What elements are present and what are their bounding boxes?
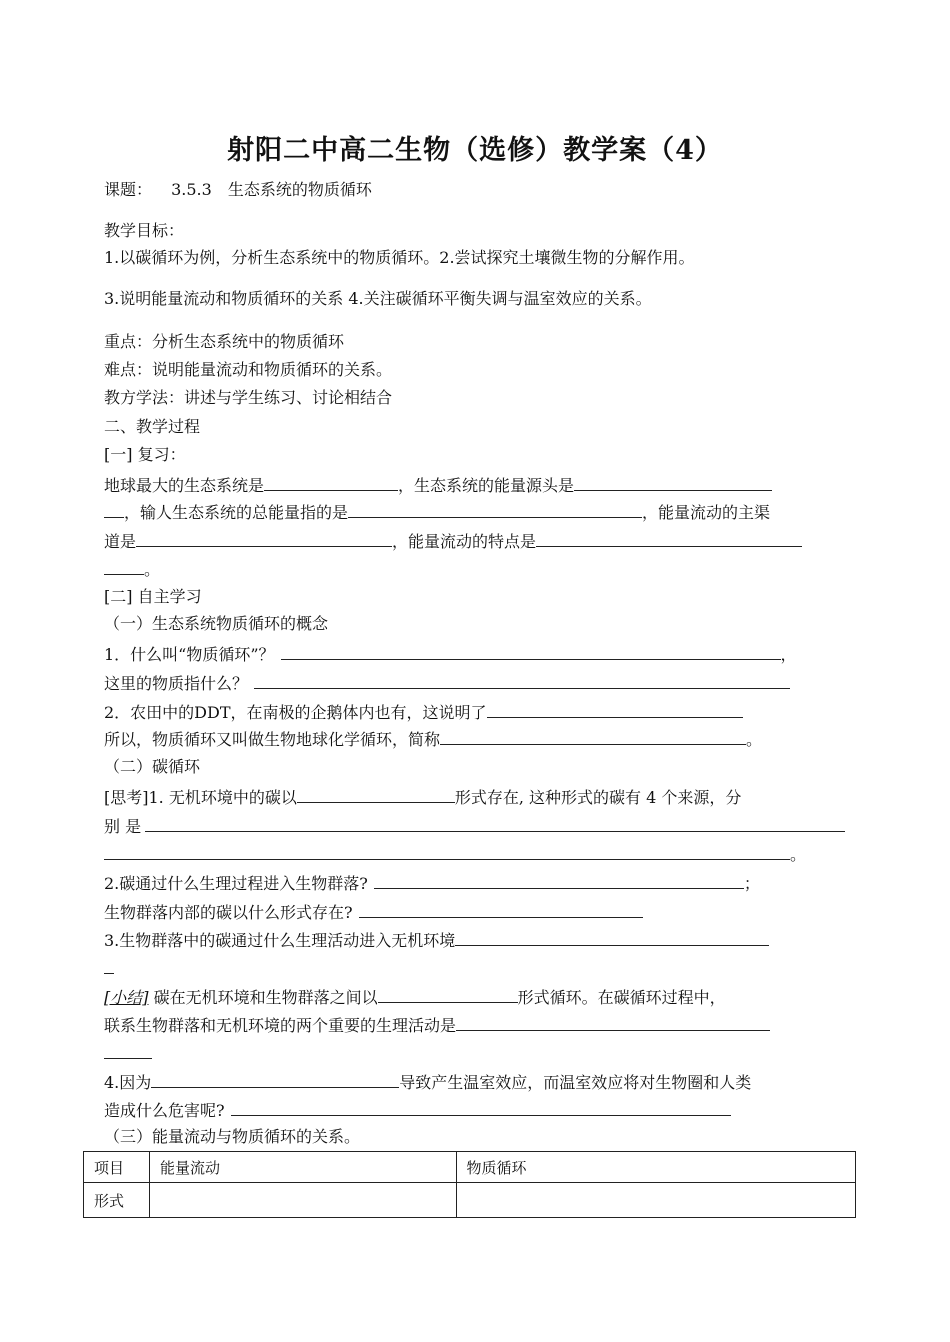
summary-line-1 [104, 985, 726, 1009]
review-text: ，能量流动的主渠 [642, 503, 771, 522]
think-1a [104, 785, 741, 809]
think-3 [104, 928, 769, 952]
answer-blank[interactable] [281, 642, 781, 660]
think-1b [104, 814, 845, 838]
review-text: 道是 [104, 532, 137, 551]
think-1c [104, 842, 806, 866]
summary-line-2 [104, 1013, 770, 1037]
question-text: 。 [746, 730, 763, 749]
review-text: ，输人生态系统的总能量指的是 [124, 503, 349, 522]
review-line-2 [104, 500, 770, 524]
topic-line [104, 179, 372, 201]
question-text: ； [743, 874, 760, 893]
question-text: 造成什么危害呢? [104, 1101, 225, 1120]
answer-blank[interactable] [456, 1013, 770, 1031]
table-header-cell: 物质循环 [456, 1152, 855, 1183]
objective-line-2: 3.说明能量流动和物质循环的关系 4.关注碳循环平衡失调与温室效应的关系。 [104, 289, 652, 308]
question-text: 生物群落内部的碳以什么形式存在? [104, 903, 353, 922]
summary-text: 碳在无机环境和生物群落之间以 [153, 988, 378, 1007]
answer-blank[interactable] [440, 727, 746, 745]
question-text: 这里的物质指什么？ [104, 674, 249, 693]
review-heading: [一] 复习： [104, 445, 186, 464]
comparison-table [83, 1151, 856, 1218]
question-text: 2．农田中的DDT，在南极的企鹅体内也有，这说明了 [104, 703, 487, 722]
review-text: 地球最大的生态系统是 [104, 476, 265, 495]
difficulty: 难点：说明能量流动和物质循环的关系。 [104, 360, 393, 379]
review-text: 。 [144, 560, 161, 579]
answer-blank[interactable] [136, 529, 392, 547]
question-text: ， [780, 645, 797, 664]
subsection-carbon: （二）碳循环 [104, 757, 201, 776]
objectives-heading: 教学目标： [104, 221, 185, 240]
subsection-concept: （一）生态系统物质循环的概念 [104, 614, 329, 633]
table-cell-answer[interactable] [149, 1183, 456, 1218]
table-header-cell: 项目 [84, 1152, 150, 1183]
answer-blank[interactable] [264, 473, 398, 491]
question-text: [思考]1. 无机环境中的碳以 [104, 788, 297, 807]
answer-blank[interactable] [104, 956, 114, 974]
page-title: 射阳二中高二生物（选修）教学案（4） [227, 135, 723, 166]
question-text: 3.生物群落中的碳通过什么生理活动进入无机环境 [104, 931, 456, 950]
summary-text: 联系生物群落和无机环境的两个重要的生理活动是 [104, 1016, 457, 1035]
answer-blank[interactable] [574, 473, 772, 491]
answer-blank[interactable] [487, 700, 743, 718]
question-text: 2.碳通过什么生理过程进入生物群落? [104, 874, 368, 893]
answer-blank[interactable] [231, 1098, 731, 1116]
table-header-row [84, 1152, 856, 1183]
answer-blank[interactable] [536, 529, 802, 547]
review-line-1 [104, 473, 772, 497]
question-2a [104, 700, 743, 724]
topic-value: 3.5.3 生态系统的物质循环 [171, 180, 372, 199]
answer-blank[interactable] [359, 900, 643, 918]
answer-blank[interactable] [348, 500, 642, 518]
answer-blank[interactable] [374, 871, 744, 889]
answer-blank[interactable] [151, 1070, 399, 1088]
summary-line-3 [104, 1041, 152, 1065]
table-cell: 形式 [84, 1183, 150, 1218]
question-2b [104, 727, 762, 751]
question-1b [104, 671, 790, 695]
answer-blank[interactable] [297, 785, 455, 803]
self-study-heading: [二] 自主学习 [104, 587, 202, 606]
question-text: 形式存在, 这种形式的碳有 4 个来源，分 [454, 788, 742, 807]
key-point: 重点：分析生态系统中的物质循环 [104, 332, 345, 351]
answer-blank[interactable] [104, 842, 790, 860]
answer-blank[interactable] [104, 500, 124, 518]
table-row [84, 1183, 856, 1218]
think-2a [104, 871, 760, 895]
question-text: 所以，物质循环又叫做生物地球化学循环，简称 [104, 730, 441, 749]
question-text: 1．什么叫“物质循环”？ [104, 645, 275, 664]
answer-blank[interactable] [104, 557, 144, 575]
question-text: 导致产生温室效应，而温室效应将对生物圈和人类 [399, 1073, 752, 1092]
process-heading: 二、教学过程 [104, 417, 201, 436]
think-2b [104, 900, 643, 924]
question-1a [104, 642, 797, 666]
table-header-cell: 能量流动 [149, 1152, 456, 1183]
review-text: ，能量流动的特点是 [392, 532, 537, 551]
review-line-4 [104, 557, 160, 581]
question-text: 4.因为 [104, 1073, 152, 1092]
question-text: 别 是 [104, 817, 142, 836]
answer-blank[interactable] [104, 1041, 152, 1059]
answer-blank[interactable] [455, 928, 769, 946]
topic-label: 课题： [104, 180, 153, 199]
question-4b [104, 1098, 731, 1122]
question-4a [104, 1070, 751, 1094]
subsection-relation: （三）能量流动与物质循环的关系。 [104, 1127, 361, 1146]
answer-blank[interactable] [254, 671, 790, 689]
review-text: ，生态系统的能量源头是 [398, 476, 575, 495]
objective-line-1: 1.以碳循环为例，分析生态系统中的物质循环。2.尝试探究土壤微生物的分解作用。 [104, 248, 695, 267]
answer-blank[interactable] [145, 814, 845, 832]
review-line-3 [104, 529, 802, 553]
question-text: 。 [790, 845, 807, 864]
answer-blank[interactable] [378, 985, 518, 1003]
think-3-cont [104, 956, 114, 980]
teaching-method: 教方学法：讲述与学生练习、讨论相结合 [104, 388, 393, 407]
table-cell-answer[interactable] [456, 1183, 855, 1218]
summary-text: 形式循环。在碳循环过程中， [517, 988, 726, 1007]
summary-tag: [小结] [104, 988, 149, 1007]
